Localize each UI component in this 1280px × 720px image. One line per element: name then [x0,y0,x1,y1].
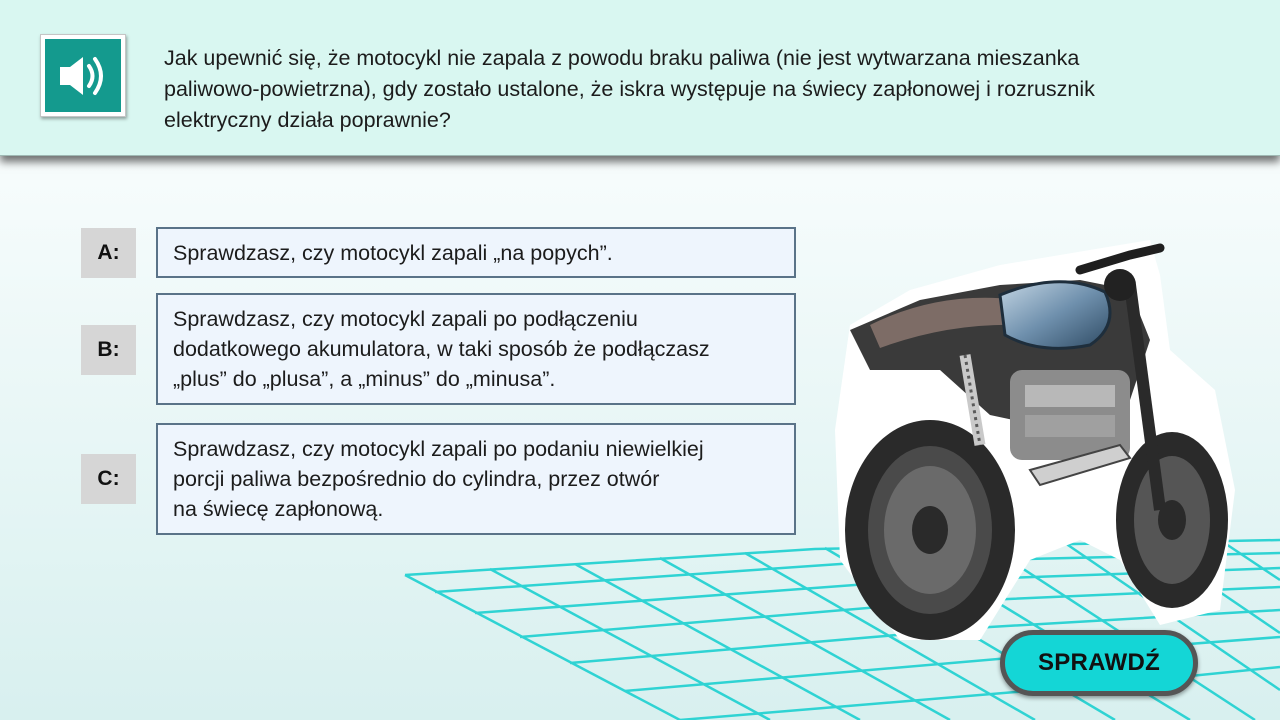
audio-button[interactable] [40,34,126,117]
speaker-icon [52,48,114,104]
answer-b-option[interactable] [156,293,796,405]
question-header [0,0,1280,156]
question-line: paliwowo-powietrzna), gdy zostało ustalone, że iskra występuje na świecy zapłonowej i rozrusznik [164,77,1095,101]
answer-c-line: na świecę zapłonową. [173,497,384,521]
answer-b-line: Sprawdzasz, czy motocykl zapali po podłączeniu [173,307,638,331]
answer-a-line: Sprawdzasz, czy motocykl zapali „na popych”. [173,241,613,265]
question-line: elektryczny działa poprawnie? [164,108,451,132]
motorcycle-illustration [830,230,1240,650]
audio-button-face [45,39,121,112]
question-text [164,43,1244,136]
answer-b-line: „plus” do „plusa”, a „minus” do „minusa”. [173,367,556,391]
answer-a-option[interactable] [156,227,796,278]
answer-c-letter[interactable]: C: [81,454,136,504]
answer-c-line: Sprawdzasz, czy motocykl zapali po podaniu niewielkiej [173,437,704,461]
answer-b-line: dodatkowego akumulatora, w taki sposób że podłączasz [173,337,710,361]
answer-c-line: porcji paliwa bezpośrednio do cylindra, przez otwór [173,467,660,491]
answer-a-letter[interactable]: A: [81,228,136,278]
check-button[interactable]: SPRAWDŹ [1000,630,1198,696]
answer-b-letter[interactable]: B: [81,325,136,375]
question-line: Jak upewnić się, że motocykl nie zapala z powodu braku paliwa (nie jest wytwarzana mieszanka [164,46,1080,70]
answer-c-option[interactable] [156,423,796,535]
